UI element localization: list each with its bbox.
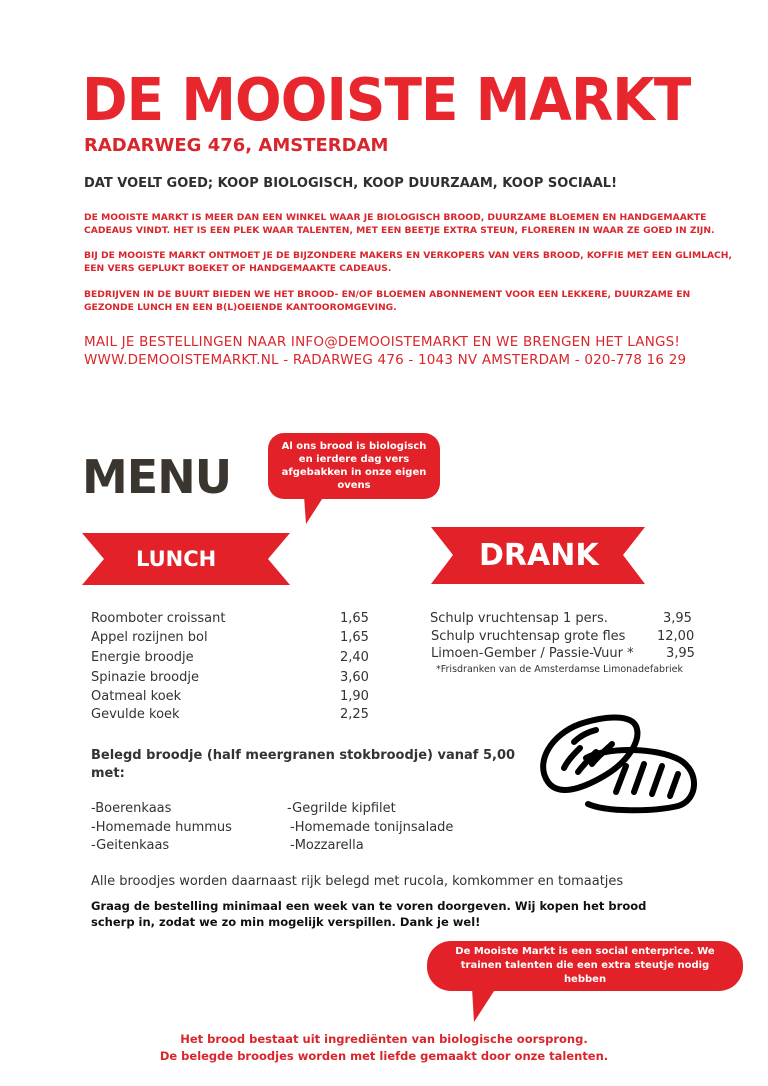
store-address: RADARWEG 476, AMSTERDAM: [84, 135, 389, 156]
option-left: -Homemade hummus: [91, 820, 232, 835]
option-right: -Homemade tonijnsalade: [290, 820, 454, 835]
option-left: -Boerenkaas: [91, 801, 172, 816]
intro-paragraph-2: BIJ DE MOOISTE MARKT ONTMOET JE DE BIJZONDERE MAKERS EN VERKOPERS VAN VERS BROOD, KOFFIE MET EEN GLIMLACH, EEN VERS GEPLUKT BOEKET OF HANDGEMAAKTE CADEAUS.: [84, 250, 732, 274]
menu-heading: MENU: [82, 450, 232, 504]
option-left: -Geitenkaas: [91, 838, 170, 853]
order-notice: Graag de bestelling minimaal een week van te voren doorgeven. Wij kopen het brood scherp in, zodat we zo min mogelijk verspillen. Dank je wel!: [91, 899, 647, 929]
lunch-item-price: 1,65: [340, 630, 369, 645]
lunch-item-price: 2,25: [340, 707, 369, 722]
footer-line-1: Het brood bestaat uit ingrediënten van biologische oorsprong.: [180, 1032, 588, 1046]
drank-item-name: Schulp vruchtensap grote fles: [431, 629, 626, 644]
bread-icon: [534, 712, 700, 816]
speech-bubble-social: [427, 941, 743, 991]
footer-line-2: De belegde broodjes worden met liefde gemaakt door onze talenten.: [159, 1049, 609, 1063]
slogan: DAT VOELT GOED; KOOP BIOLOGISCH, KOOP DUURZAAM, KOOP SOCIAAL!: [84, 176, 617, 191]
option-right: -Gegrilde kipfilet: [287, 801, 396, 816]
lunch-label: LUNCH: [136, 547, 217, 571]
lunch-item-price: 2,40: [340, 650, 369, 665]
speech-bubble-text: Al ons brood is biologisch en ierdere dag vers afgebakken in onze eigen ovens: [281, 441, 427, 491]
lunch-banner: [82, 533, 290, 585]
drank-item-name: Schulp vruchtensap 1 pers.: [430, 611, 608, 626]
alle-broodjes-note: Alle broodjes worden daarnaast rijk belegd met rucola, komkommer en tomaatjes: [91, 874, 624, 889]
lunch-item-name: Energie broodje: [91, 650, 194, 665]
lunch-item-price: 1,90: [340, 689, 369, 704]
belegd-title: Belegd broodje (half meergranen stokbroodje) vanaf 5,00 met:: [91, 748, 516, 781]
lunch-item-price: 1,65: [340, 611, 369, 626]
intro-paragraph-1: DE MOOISTE MARKT IS MEER DAN EEN WINKEL WAAR JE BIOLOGISCH BROOD, DUURZAME BLOEMEN EN HANDGEMAAKTE CADEAUS VINDT. HET IS EEN PLEK WAAR TALENTEN, MET EEN BEETJE EXTRA STEUN, FLOREREN IN WAAR ZE GOED IN ZIJN.: [84, 212, 715, 236]
lunch-item-name: Appel rozijnen bol: [91, 630, 208, 645]
drank-footnote: *Frisdranken van de Amsterdamse Limonadefabriek: [436, 664, 683, 675]
drank-item-price: 3,95: [663, 611, 692, 626]
lunch-item-name: Oatmeal koek: [91, 689, 182, 704]
speech-bubble-social-text: De Mooiste Markt is een social enterprice. We trainen talenten die een extra steutje nodig hebben: [455, 946, 715, 985]
drank-item-price: 12,00: [657, 629, 695, 644]
lunch-item-name: Gevulde koek: [91, 707, 180, 722]
option-right: -Mozzarella: [290, 838, 364, 853]
intro-paragraph-3: BEDRIJVEN IN DE BUURT BIEDEN WE HET BROOD- EN/OF BLOEMEN ABONNEMENT VOOR EEN LEKKERE, DUURZAME EN GEZONDE LUNCH EN EEN B(L)OEIENDE KANTOOROMGEVING.: [84, 289, 691, 313]
speech-bubble-tail: [300, 496, 330, 526]
drank-item-name: Limoen-Gember / Passie-Vuur *: [431, 646, 634, 661]
lunch-item-price: 3,60: [340, 670, 369, 685]
speech-bubble-tail: [468, 988, 502, 1024]
speech-bubble-bread: [268, 433, 440, 499]
lunch-item-name: Roomboter croissant: [91, 611, 226, 626]
contact-email-line: MAIL JE BESTELLINGEN NAAR INFO@DEMOOISTEMARKT EN WE BRENGEN HET LANGS!: [84, 334, 681, 350]
drank-banner: [431, 527, 645, 584]
store-title: DE MOOISTE MARKT: [82, 65, 691, 134]
drank-label: DRANK: [479, 538, 599, 573]
drank-item-price: 3,95: [666, 646, 695, 661]
lunch-item-name: Spinazie broodje: [91, 670, 199, 685]
contact-address-line: WWW.DEMOOISTEMARKT.NL - RADARWEG 476 - 1043 NV AMSTERDAM - 020-778 16 29: [84, 352, 687, 368]
